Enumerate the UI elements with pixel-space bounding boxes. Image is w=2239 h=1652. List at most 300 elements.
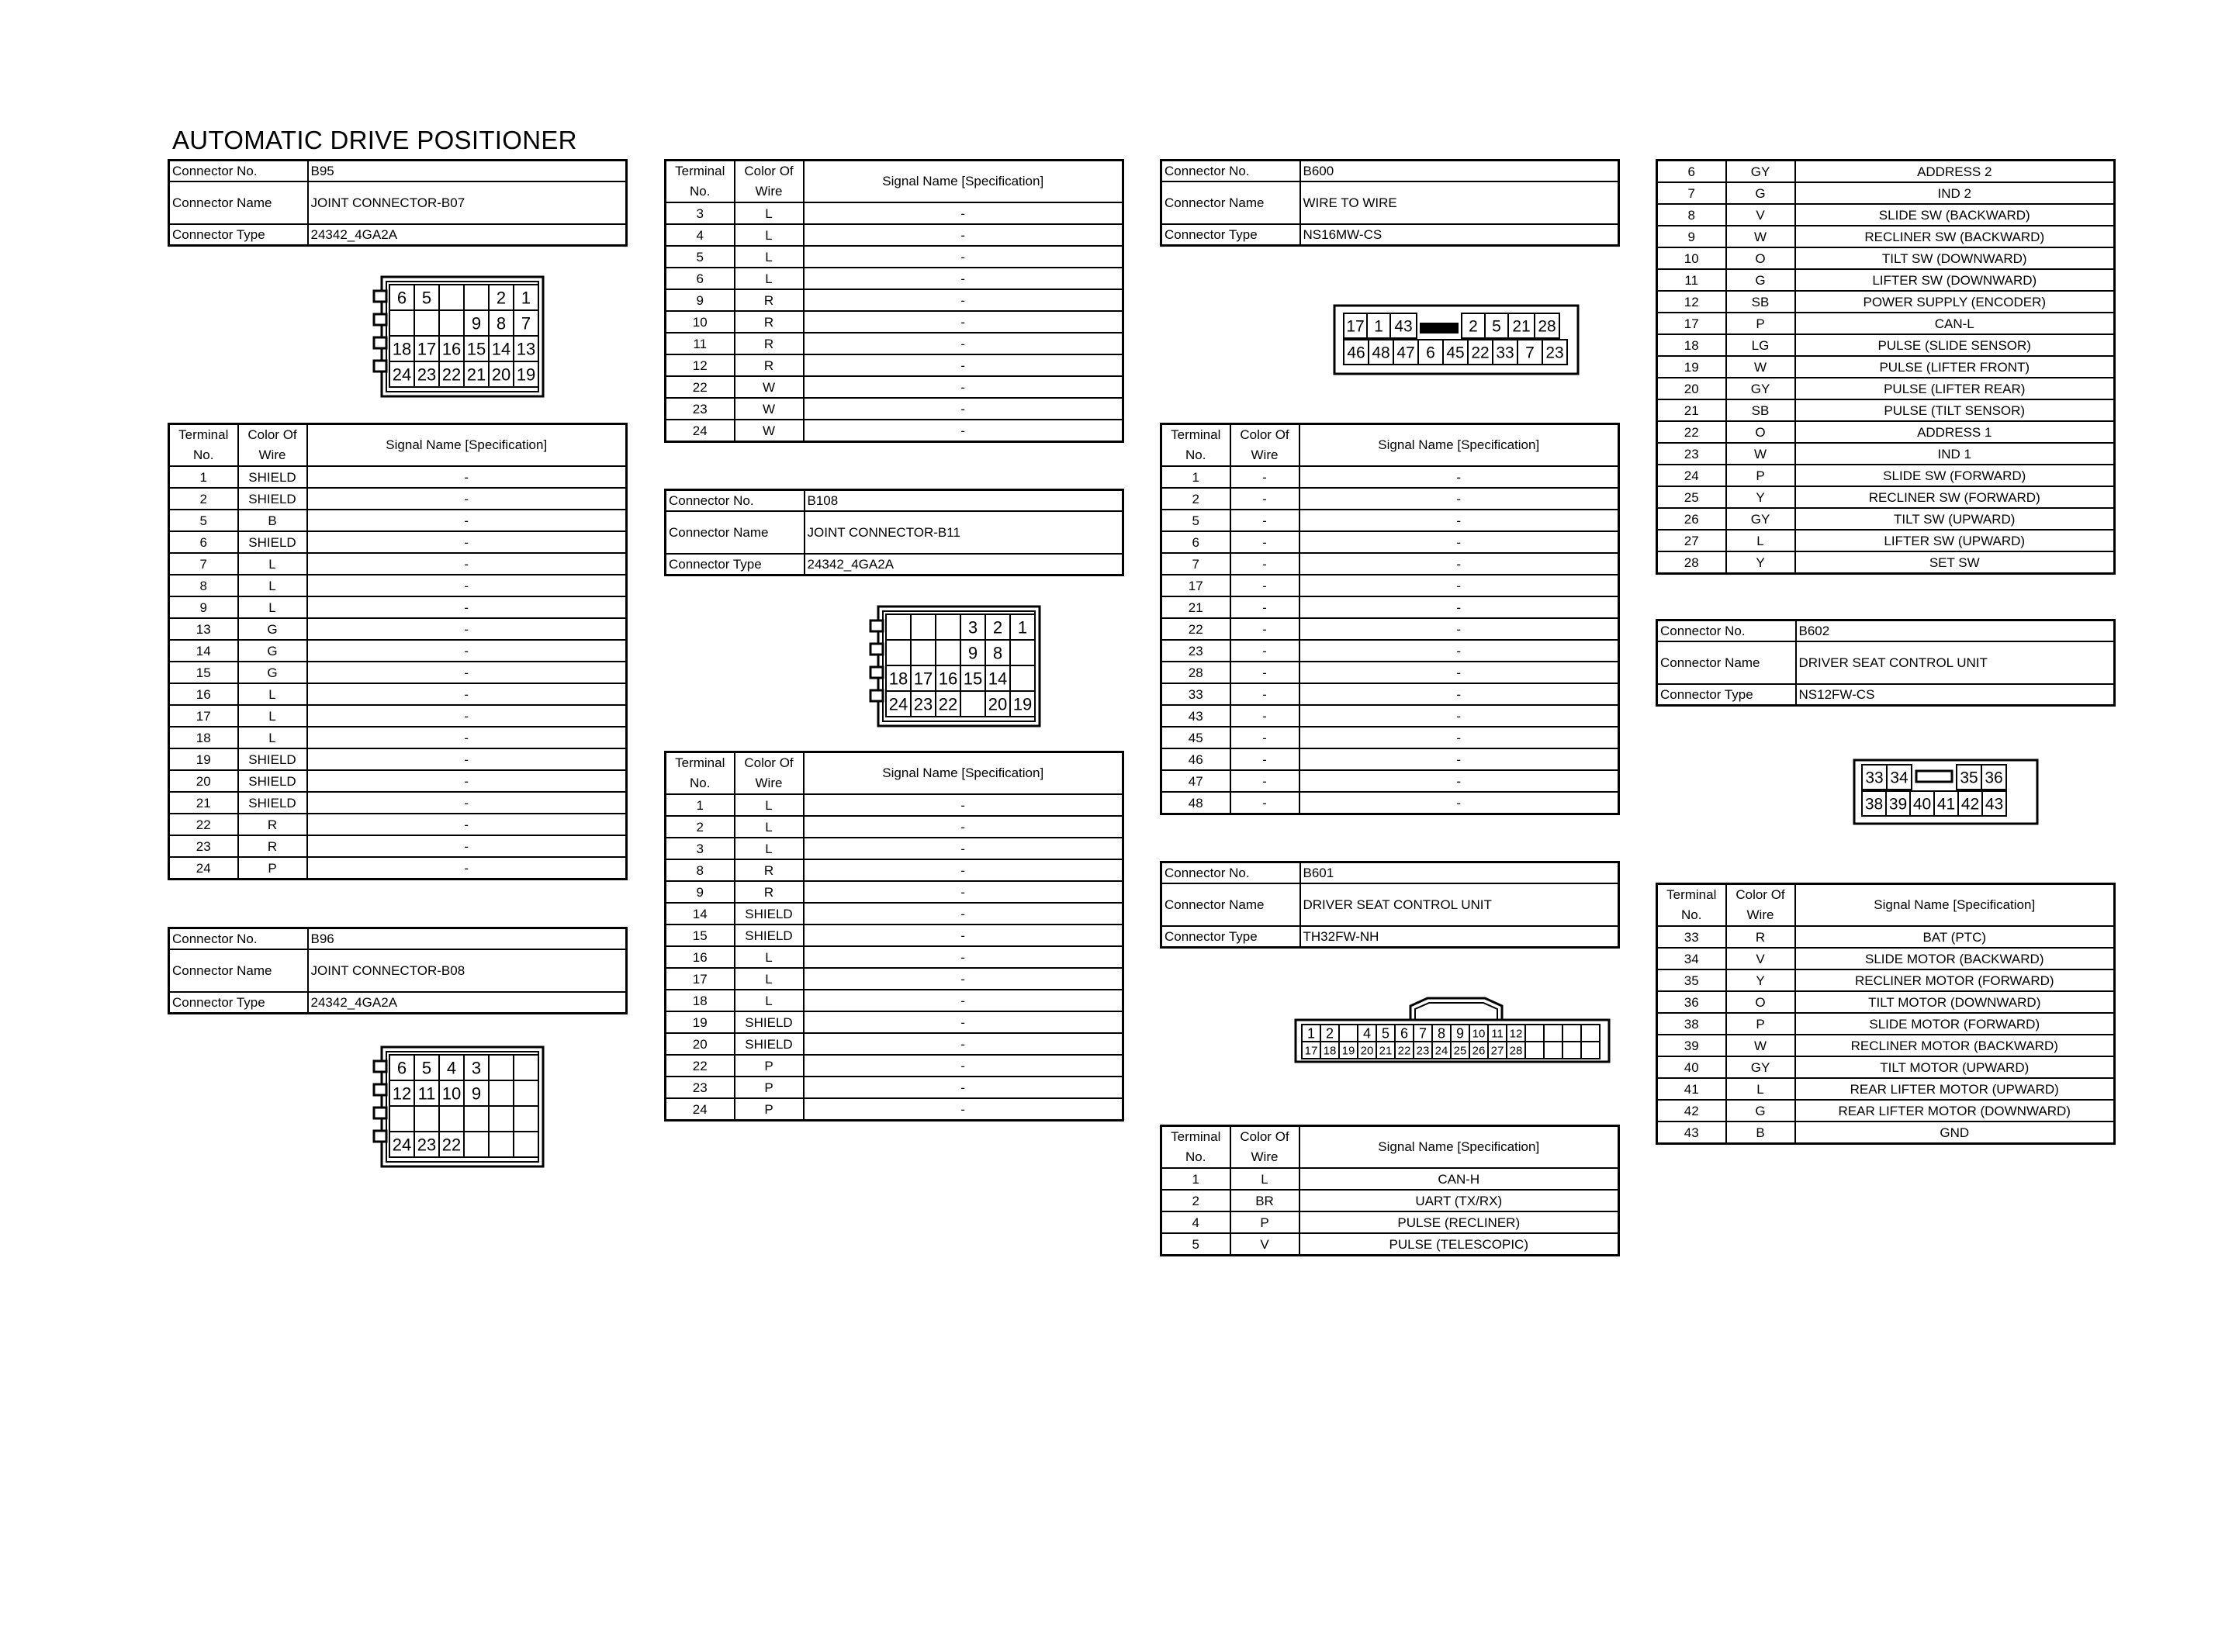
table-row: [1161, 575, 1619, 596]
signal-name: TILT SW (DOWNWARD): [1795, 247, 2115, 269]
b95-connector-info: [168, 159, 625, 247]
wire-color: -: [1230, 466, 1299, 488]
wire-color: -: [1230, 683, 1299, 705]
terminal-no: 19: [169, 748, 238, 770]
table-row: [1161, 488, 1619, 510]
signal-name: PULSE (RECLINER): [1299, 1211, 1619, 1233]
terminal-no-header: Terminal No.: [1161, 424, 1230, 467]
pin-number: 19: [1341, 1044, 1355, 1058]
pin-number: 3: [967, 617, 978, 638]
table-row: [169, 857, 627, 880]
pin-number: 15: [963, 669, 983, 689]
wire-color: L: [1726, 1078, 1795, 1100]
connector-number-value: B95: [308, 161, 627, 182]
terminal-no: 5: [169, 510, 238, 531]
terminal-no: 11: [666, 333, 735, 354]
wire-color: -: [1230, 531, 1299, 553]
pin-number: 20: [988, 694, 1008, 714]
wire-color: P: [735, 1077, 804, 1098]
wire-color: B: [1726, 1121, 1795, 1144]
table-row: [1657, 443, 2115, 465]
terminal-no: 9: [666, 881, 735, 903]
table-row: [666, 311, 1123, 333]
wire-color: W: [735, 420, 804, 442]
table-row: [666, 1077, 1123, 1098]
terminal-no: 35: [1657, 969, 1726, 991]
terminal-no: 15: [666, 924, 735, 946]
table-row: [1161, 770, 1619, 792]
table-row: [1657, 204, 2115, 226]
signal-name: -: [307, 466, 627, 488]
pin-number: 10: [441, 1083, 462, 1104]
table-row: [666, 354, 1123, 376]
signal-name: RECLINER SW (FORWARD): [1795, 486, 2115, 508]
wire-color: -: [1230, 727, 1299, 748]
table-row: [1161, 510, 1619, 531]
terminal-no: 5: [666, 246, 735, 268]
table-row: [1657, 378, 2115, 399]
terminal-no: 28: [1657, 551, 1726, 574]
table-row: [169, 596, 627, 618]
pin-number: 24: [1434, 1044, 1448, 1058]
wire-color: W: [1726, 226, 1795, 247]
terminal-no: 6: [1161, 531, 1230, 553]
signal-name: PULSE (TILT SENSOR): [1795, 399, 2115, 421]
signal-name: RECLINER SW (BACKWARD): [1795, 226, 2115, 247]
signal-name: -: [307, 596, 627, 618]
connector-type-value: 24342_4GA2A: [805, 554, 1123, 575]
terminal-no: 8: [666, 859, 735, 881]
table-row: [1657, 1035, 2115, 1056]
table-row: [1657, 465, 2115, 486]
signal-name: -: [804, 946, 1123, 968]
pin-number: 27: [1490, 1044, 1504, 1058]
pin-number: 22: [938, 694, 958, 714]
table-row: [169, 488, 627, 510]
wire-color: LG: [1726, 334, 1795, 356]
b600-terminal-table: [1160, 423, 1618, 815]
terminal-no: 9: [666, 289, 735, 311]
table-row: [169, 531, 627, 553]
signal-name: -: [307, 814, 627, 835]
signal-name: SLIDE SW (FORWARD): [1795, 465, 2115, 486]
table-row: [1161, 748, 1619, 770]
wire-color: V: [1726, 948, 1795, 969]
b108-connector-face: [869, 605, 1041, 728]
signal-name: PULSE (SLIDE SENSOR): [1795, 334, 2115, 356]
terminal-no: 1: [666, 794, 735, 816]
pin-number: 28: [1509, 1044, 1523, 1058]
signal-name: -: [804, 398, 1123, 420]
pin-number: 20: [1360, 1044, 1374, 1058]
pin-number: 19: [1012, 694, 1033, 714]
connector-type-value: NS16MW-CS: [1300, 224, 1619, 246]
table-row: [169, 575, 627, 596]
pin-number: 43: [1394, 317, 1413, 336]
signal-name: -: [804, 333, 1123, 354]
wire-color: G: [1726, 269, 1795, 291]
terminal-no: 22: [666, 376, 735, 398]
pin-number: 11: [417, 1083, 436, 1104]
signal-name: IND 2: [1795, 182, 2115, 204]
connector-number-value: B108: [805, 490, 1123, 512]
wire-color: G: [238, 662, 307, 683]
connector-number-label: Connector No.: [1657, 620, 1796, 642]
table-row: [666, 202, 1123, 224]
connector-type-label: Connector Type: [169, 992, 308, 1014]
signal-name: -: [804, 968, 1123, 990]
connector-name-label: Connector Name: [169, 181, 308, 224]
connector-number-value: B96: [308, 928, 627, 950]
signal-name: -: [307, 792, 627, 814]
wire-color: L: [238, 553, 307, 575]
table-row: [666, 838, 1123, 859]
signal-name: -: [804, 859, 1123, 881]
terminal-no: 48: [1161, 792, 1230, 814]
wire-color: L: [1230, 1168, 1299, 1190]
signal-name: -: [307, 618, 627, 640]
signal-name: -: [1299, 792, 1619, 814]
connector-type-label: Connector Type: [169, 224, 308, 246]
b602-connector-face: [1853, 759, 2039, 825]
signal-name: -: [804, 289, 1123, 311]
wire-color: B: [238, 510, 307, 531]
terminal-no: 23: [1161, 640, 1230, 662]
signal-name: -: [804, 376, 1123, 398]
signal-name: -: [1299, 727, 1619, 748]
table-row: [169, 683, 627, 705]
pin-number: 18: [1323, 1044, 1337, 1058]
terminal-no: 4: [1161, 1211, 1230, 1233]
wire-color: GY: [1726, 161, 1795, 183]
table-row: [169, 727, 627, 748]
terminal-no: 18: [169, 727, 238, 748]
signal-name: -: [804, 420, 1123, 442]
terminal-no: 7: [1657, 182, 1726, 204]
wire-color-header: Color Of Wire: [735, 752, 804, 795]
signal-name: TILT MOTOR (UPWARD): [1795, 1056, 2115, 1078]
signal-name: -: [804, 1055, 1123, 1077]
pin-number: 22: [441, 1135, 462, 1155]
connector-name-label: Connector Name: [1657, 641, 1796, 684]
signal-name: SET SW: [1795, 551, 2115, 574]
signal-name: -: [804, 1077, 1123, 1098]
signal-name: UART (TX/RX): [1299, 1190, 1619, 1211]
terminal-no: 3: [666, 202, 735, 224]
terminal-no: 24: [169, 857, 238, 880]
table-row: [1161, 596, 1619, 618]
signal-name: -: [804, 881, 1123, 903]
signal-name: -: [307, 553, 627, 575]
table-row: [1657, 421, 2115, 443]
b600-connector-info: [1160, 159, 1618, 247]
table-row: [1657, 486, 2115, 508]
terminal-no-header: Terminal No.: [169, 424, 238, 467]
connector-number-value: B602: [1796, 620, 2115, 642]
terminal-no: 2: [1161, 488, 1230, 510]
wire-color: O: [1726, 421, 1795, 443]
wire-color: P: [1230, 1211, 1299, 1233]
terminal-no: 39: [1657, 1035, 1726, 1056]
table-row: [666, 946, 1123, 968]
terminal-no-header: Terminal No.: [666, 161, 735, 203]
signal-name: -: [1299, 662, 1619, 683]
terminal-no: 17: [169, 705, 238, 727]
table-row: [169, 510, 627, 531]
wire-color: GY: [1726, 1056, 1795, 1078]
wire-color: SHIELD: [238, 792, 307, 814]
table-row: [169, 553, 627, 575]
pin-number: 8: [992, 643, 1003, 663]
signal-name: -: [804, 990, 1123, 1011]
signal-name: RECLINER MOTOR (BACKWARD): [1795, 1035, 2115, 1056]
pin-number: 19: [516, 365, 536, 385]
signal-name: ADDRESS 2: [1795, 161, 2115, 183]
b601-connector-info: [1160, 861, 1618, 949]
connector-number-label: Connector No.: [1161, 161, 1300, 182]
harness-side-icon: [1160, 257, 1225, 329]
pin-number: 6: [396, 1058, 407, 1078]
pin-number: 14: [491, 339, 511, 359]
terminal-no: 24: [1657, 465, 1726, 486]
table-row: [666, 794, 1123, 816]
signal-name: PULSE (LIFTER REAR): [1795, 378, 2115, 399]
terminal-no: 11: [1657, 269, 1726, 291]
table-row: [169, 748, 627, 770]
terminal-no: 41: [1657, 1078, 1726, 1100]
terminal-no: 16: [666, 946, 735, 968]
wire-color-header: Color Of Wire: [238, 424, 307, 467]
terminal-no: 6: [169, 531, 238, 553]
terminal-no: 17: [1657, 313, 1726, 334]
terminal-no: 47: [1161, 770, 1230, 792]
terminal-no: 9: [169, 596, 238, 618]
terminal-no: 7: [169, 553, 238, 575]
signal-name: -: [1299, 705, 1619, 727]
table-row: [169, 466, 627, 488]
wire-color: L: [735, 968, 804, 990]
terminal-no: 42: [1657, 1100, 1726, 1121]
wire-color: -: [1230, 575, 1299, 596]
table-row: [169, 640, 627, 662]
terminal-no: 18: [1657, 334, 1726, 356]
pin-number: 28: [1538, 317, 1556, 336]
wire-color: G: [1726, 1100, 1795, 1121]
table-row: [1161, 727, 1619, 748]
pin-number: 7: [1418, 1025, 1427, 1042]
pin-number: 8: [1437, 1025, 1446, 1042]
terminal-no: 27: [1657, 530, 1726, 551]
table-row: [666, 1033, 1123, 1055]
table-row: [1657, 969, 2115, 991]
pin-number: 17: [1346, 317, 1365, 336]
signal-name: -: [307, 770, 627, 792]
signal-name: -: [307, 488, 627, 510]
pin-number: 9: [471, 1083, 482, 1104]
pin-number: 42: [1960, 795, 1980, 814]
wire-color: SHIELD: [238, 770, 307, 792]
wire-color: L: [735, 816, 804, 838]
wire-color: P: [1726, 1013, 1795, 1035]
connector-number-value: B601: [1300, 862, 1619, 884]
terminal-no: 20: [169, 770, 238, 792]
terminal-no: 14: [666, 903, 735, 924]
wire-color: L: [735, 838, 804, 859]
wire-color: L: [735, 946, 804, 968]
connector-number-label: Connector No.: [1161, 862, 1300, 884]
wire-color: SB: [1726, 291, 1795, 313]
connector-type-value: 24342_4GA2A: [308, 992, 627, 1014]
terminal-no: 1: [1161, 466, 1230, 488]
wire-color: R: [735, 311, 804, 333]
wire-color: L: [735, 246, 804, 268]
connector-name-value: DRIVER SEAT CONTROL UNIT: [1796, 641, 2115, 684]
table-row: [1657, 530, 2115, 551]
terminal-no: 23: [169, 835, 238, 857]
terminal-no: 16: [169, 683, 238, 705]
terminal-no: 33: [1657, 926, 1726, 948]
wire-color: -: [1230, 705, 1299, 727]
signal-name: -: [1299, 618, 1619, 640]
pin-number: 13: [516, 339, 536, 359]
pin-number: 16: [938, 669, 958, 689]
connector-type-label: Connector Type: [1161, 224, 1300, 246]
table-row: [1657, 334, 2115, 356]
signal-name: -: [1299, 575, 1619, 596]
signal-name: ADDRESS 1: [1795, 421, 2115, 443]
wire-color: L: [735, 794, 804, 816]
wire-color: -: [1230, 488, 1299, 510]
table-row: [169, 792, 627, 814]
table-row: [666, 1011, 1123, 1033]
pin-number: 1: [1374, 317, 1383, 336]
pin-number: 7: [521, 313, 531, 334]
wire-color: G: [238, 618, 307, 640]
pin-number: 2: [496, 288, 507, 308]
b96-terminal-table: [664, 159, 1122, 443]
b601-connector-face: [1294, 997, 1612, 1063]
table-row: [1161, 683, 1619, 705]
wire-color: V: [1726, 204, 1795, 226]
wire-color: L: [238, 727, 307, 748]
terminal-no: 45: [1161, 727, 1230, 748]
signal-name-header: Signal Name [Specification]: [307, 424, 627, 467]
wire-color: R: [735, 859, 804, 881]
b601-terminal-table: [1656, 159, 2113, 575]
table-row: [1161, 531, 1619, 553]
terminal-no: 19: [1657, 356, 1726, 378]
table-row: [1657, 313, 2115, 334]
terminal-no: 43: [1657, 1121, 1726, 1144]
signal-name: -: [804, 924, 1123, 946]
table-row: [666, 903, 1123, 924]
table-row: [169, 705, 627, 727]
wire-color: R: [238, 835, 307, 857]
b602-terminal-table: [1656, 883, 2113, 1145]
terminal-no: 34: [1657, 948, 1726, 969]
table-row: [1161, 466, 1619, 488]
pin-number: 14: [988, 669, 1008, 689]
terminal-no: 21: [1161, 596, 1230, 618]
terminal-no: 43: [1161, 705, 1230, 727]
signal-name: -: [804, 224, 1123, 246]
pin-number: 5: [1492, 317, 1501, 336]
wire-color: Y: [1726, 551, 1795, 574]
b95-terminal-table: [168, 423, 625, 880]
page-title: AUTOMATIC DRIVE POSITIONER: [172, 126, 577, 154]
signal-name: -: [1299, 466, 1619, 488]
terminal-no: 24: [666, 420, 735, 442]
signal-name: TILT MOTOR (DOWNWARD): [1795, 991, 2115, 1013]
table-row: [1161, 1211, 1619, 1233]
terminal-no: 8: [1657, 204, 1726, 226]
table-row: [1657, 948, 2115, 969]
wire-color: L: [735, 202, 804, 224]
table-row: [169, 835, 627, 857]
table-row: [1161, 662, 1619, 683]
pin-number: 5: [1381, 1025, 1390, 1042]
wire-color-header: Color Of Wire: [1230, 424, 1299, 467]
terminal-no: 14: [169, 640, 238, 662]
pin-number: 21: [1379, 1044, 1393, 1058]
terminal-no: 28: [1161, 662, 1230, 683]
terminal-no: 1: [1161, 1168, 1230, 1190]
wire-color: P: [735, 1055, 804, 1077]
pin-number: 11: [1491, 1027, 1504, 1041]
pin-number: 33: [1865, 769, 1884, 787]
signal-name: -: [1299, 748, 1619, 770]
wire-color: Y: [1726, 486, 1795, 508]
wire-color: W: [735, 398, 804, 420]
signal-name: CAN-L: [1795, 313, 2115, 334]
wire-color: L: [238, 596, 307, 618]
connector-type-label: Connector Type: [1161, 926, 1300, 948]
wire-color: P: [1726, 465, 1795, 486]
pin-number: 18: [392, 339, 412, 359]
terminal-no: 15: [169, 662, 238, 683]
connector-name-value: JOINT CONNECTOR-B08: [308, 949, 627, 992]
table-row: [666, 376, 1123, 398]
wire-color: -: [1230, 640, 1299, 662]
wire-color: SHIELD: [238, 748, 307, 770]
terminal-no: 20: [666, 1033, 735, 1055]
table-row: [666, 333, 1123, 354]
pin-number: 18: [888, 669, 908, 689]
pin-number: 6: [396, 288, 407, 308]
signal-name: -: [804, 202, 1123, 224]
pin-number: 5: [421, 1058, 432, 1078]
table-row: [1657, 247, 2115, 269]
signal-name: -: [804, 903, 1123, 924]
signal-name: -: [307, 531, 627, 553]
connector-name-value: WIRE TO WIRE: [1300, 181, 1619, 224]
signal-name: REAR LIFTER MOTOR (DOWNWARD): [1795, 1100, 2115, 1121]
pin-number: 38: [1864, 795, 1884, 814]
pin-number: 23: [1545, 344, 1564, 362]
pin-number: 45: [1446, 344, 1465, 362]
pin-number: 2: [1325, 1025, 1334, 1042]
signal-name: -: [307, 705, 627, 727]
wire-color: W: [1726, 356, 1795, 378]
table-row: [666, 990, 1123, 1011]
pin-number: 17: [913, 669, 933, 689]
signal-name: LIFTER SW (UPWARD): [1795, 530, 2115, 551]
signal-name: TILT SW (UPWARD): [1795, 508, 2115, 530]
pin-number: 3: [471, 1058, 482, 1078]
terminal-no: 25: [1657, 486, 1726, 508]
terminal-no: 22: [1657, 421, 1726, 443]
pin-number: 47: [1396, 344, 1415, 362]
